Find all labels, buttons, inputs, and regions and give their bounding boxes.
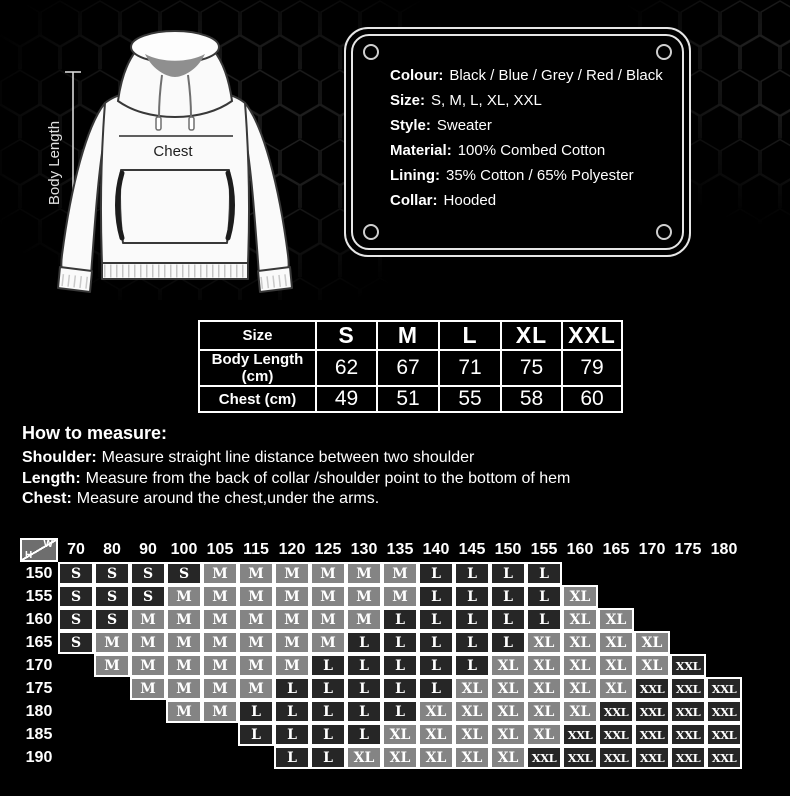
size-table-header-cell: Size xyxy=(199,321,316,350)
matrix-cell: XL xyxy=(598,608,634,631)
matrix-cell: M xyxy=(94,631,130,654)
matrix-empty-cell xyxy=(634,585,670,608)
spec-field-value: S, M, L, XL, XXL xyxy=(431,92,542,109)
spec-field-value: Sweater xyxy=(436,117,492,134)
matrix-cell: M xyxy=(130,654,166,677)
hood-opening xyxy=(131,31,219,63)
size-table-row-label: Body Length (cm) xyxy=(199,350,316,386)
matrix-row-header: 155 xyxy=(25,587,53,605)
spec-field-label: Material: xyxy=(390,142,452,159)
matrix-cell: L xyxy=(454,608,490,631)
spec-field-value: 100% Combed Cotton xyxy=(457,142,606,159)
matrix-cell: M xyxy=(130,677,166,700)
size-table-value: 55 xyxy=(439,386,501,412)
matrix-cell: XL xyxy=(562,631,598,654)
matrix-empty-cell xyxy=(634,562,670,585)
matrix-cell: S xyxy=(58,585,94,608)
matrix-cell: M xyxy=(274,562,310,585)
size-table-value: 58 xyxy=(501,386,562,412)
matrix-cell: XL xyxy=(598,654,634,677)
screw-icon xyxy=(656,224,672,240)
size-table-header-cell: XXL xyxy=(562,321,622,350)
matrix-empty-cell xyxy=(166,723,202,746)
matrix-cell: XL xyxy=(454,723,490,746)
hoodie-left-sleeve xyxy=(61,103,105,275)
matrix-column-header: 100 xyxy=(170,541,198,558)
matrix-cell: L xyxy=(454,631,490,654)
how-to-measure-section xyxy=(22,423,570,510)
matrix-empty-cell xyxy=(58,677,94,700)
matrix-cell: L xyxy=(238,723,274,746)
matrix-column-header: 115 xyxy=(243,541,269,558)
matrix-cell: XL xyxy=(382,746,418,769)
matrix-cell: XL xyxy=(562,700,598,723)
matrix-empty-cell xyxy=(58,746,94,769)
matrix-column-header: 130 xyxy=(350,541,378,558)
matrix-cell: S xyxy=(58,562,94,585)
spec-field-material xyxy=(390,138,675,163)
matrix-cell: XL xyxy=(454,700,490,723)
matrix-empty-cell xyxy=(238,746,274,769)
matrix-column-header: 105 xyxy=(206,541,234,558)
matrix-cell: M xyxy=(202,654,238,677)
matrix-row-header: 165 xyxy=(25,633,53,651)
matrix-cell: L xyxy=(310,677,346,700)
screw-icon xyxy=(363,44,379,60)
hoodie-illustration xyxy=(15,5,335,295)
matrix-cell: S xyxy=(94,562,130,585)
hoodie-pocket xyxy=(120,170,230,243)
matrix-cell: S xyxy=(166,562,202,585)
matrix-empty-cell xyxy=(58,700,94,723)
product-spec-panel xyxy=(344,27,691,257)
chest-label: Chest xyxy=(153,143,193,160)
matrix-cell: L xyxy=(454,562,490,585)
matrix-cell: M xyxy=(130,631,166,654)
matrix-column-header: 170 xyxy=(638,541,666,558)
spec-field-value: Hooded xyxy=(443,192,497,209)
matrix-empty-cell xyxy=(598,585,634,608)
matrix-row-header: 175 xyxy=(25,679,53,697)
matrix-cell: XL xyxy=(490,677,526,700)
hoodie-right-cuff xyxy=(258,267,292,292)
matrix-cell: XL xyxy=(526,654,562,677)
matrix-empty-cell xyxy=(130,723,166,746)
matrix-cell: S xyxy=(58,608,94,631)
matrix-cell: M xyxy=(202,677,238,700)
matrix-cell: L xyxy=(526,608,562,631)
matrix-cell: M xyxy=(346,562,382,585)
matrix-cell: M xyxy=(238,562,274,585)
matrix-cell: XL xyxy=(346,746,382,769)
matrix-cell: M xyxy=(202,631,238,654)
matrix-cell: L xyxy=(274,723,310,746)
matrix-cell: L xyxy=(346,723,382,746)
matrix-cell: XL xyxy=(526,723,562,746)
matrix-cell: XXL xyxy=(562,723,598,746)
matrix-column-header: 125 xyxy=(314,541,342,558)
matrix-cell: M xyxy=(238,585,274,608)
matrix-cell: L xyxy=(526,562,562,585)
size-table-row-chest xyxy=(199,386,622,412)
matrix-cell: XXL xyxy=(670,654,706,677)
matrix-empty-cell xyxy=(130,746,166,769)
matrix-empty-cell xyxy=(706,654,742,677)
matrix-cell: L xyxy=(310,746,346,769)
size-table-header-cell: XL xyxy=(501,321,562,350)
matrix-cell: XXL xyxy=(634,700,670,723)
matrix-cell: L xyxy=(454,654,490,677)
matrix-cell: M xyxy=(94,654,130,677)
matrix-cell: M xyxy=(238,654,274,677)
measure-instruction-shoulder xyxy=(22,448,570,469)
size-table xyxy=(198,320,623,413)
matrix-cell: M xyxy=(310,585,346,608)
matrix-row-header: 190 xyxy=(25,748,53,766)
matrix-cell: XL xyxy=(526,677,562,700)
size-table-value: 49 xyxy=(316,386,377,412)
size-table-value: 51 xyxy=(377,386,439,412)
matrix-empty-cell xyxy=(94,723,130,746)
matrix-column-header: 145 xyxy=(458,541,486,558)
matrix-cell: L xyxy=(346,631,382,654)
matrix-cell: L xyxy=(418,631,454,654)
matrix-cell: L xyxy=(382,654,418,677)
matrix-cell: L xyxy=(490,585,526,608)
matrix-cell: L xyxy=(346,654,382,677)
spec-field-lining xyxy=(390,163,675,188)
matrix-column-header: 90 xyxy=(139,541,157,558)
matrix-column-header: 70 xyxy=(67,541,85,558)
how-to-measure-title: How to measure: xyxy=(22,423,168,443)
matrix-cell: M xyxy=(166,631,202,654)
matrix-cell: L xyxy=(238,700,274,723)
matrix-cell: XXL xyxy=(706,677,742,700)
matrix-row-header: 170 xyxy=(25,656,53,674)
matrix-cell: XL xyxy=(418,700,454,723)
matrix-column-header: 175 xyxy=(674,541,702,558)
matrix-cell: XL xyxy=(598,677,634,700)
matrix-cell: L xyxy=(490,562,526,585)
matrix-cell: XL xyxy=(490,700,526,723)
matrix-cell: M xyxy=(166,608,202,631)
matrix-cell: L xyxy=(418,654,454,677)
matrix-cell: XXL xyxy=(562,746,598,769)
matrix-cell: S xyxy=(94,585,130,608)
hoodie-right-sleeve xyxy=(245,103,289,275)
matrix-cell: M xyxy=(274,631,310,654)
matrix-cell: L xyxy=(526,585,562,608)
matrix-cell: XL xyxy=(562,585,598,608)
matrix-cell: XL xyxy=(562,677,598,700)
matrix-row-header: 185 xyxy=(25,725,53,743)
matrix-cell: XL xyxy=(490,746,526,769)
matrix-row-header: 150 xyxy=(25,564,53,582)
matrix-cell: XL xyxy=(526,631,562,654)
size-table-value: 75 xyxy=(501,350,562,386)
matrix-cell: XXL xyxy=(670,723,706,746)
instruction-label: Shoulder: xyxy=(22,449,97,466)
matrix-cell: XXL xyxy=(670,700,706,723)
matrix-cell: S xyxy=(94,608,130,631)
spec-field-label: Collar: xyxy=(390,192,438,209)
matrix-cell: XL xyxy=(454,746,490,769)
matrix-cell: L xyxy=(490,631,526,654)
matrix-row-header: 160 xyxy=(25,610,53,628)
matrix-cell: M xyxy=(202,585,238,608)
matrix-empty-cell xyxy=(670,608,706,631)
matrix-cell: M xyxy=(310,562,346,585)
matrix-cell: XL xyxy=(418,723,454,746)
matrix-cell: XXL xyxy=(526,746,562,769)
matrix-cell: XXL xyxy=(598,700,634,723)
matrix-cell: M xyxy=(202,562,238,585)
matrix-empty-cell xyxy=(166,746,202,769)
matrix-cell: L xyxy=(382,700,418,723)
matrix-cell: XL xyxy=(418,746,454,769)
matrix-cell: XL xyxy=(490,654,526,677)
instruction-text: Measure from the back of collar /shoulder point to the bottom of hem xyxy=(85,469,571,487)
hoodie-hem-band xyxy=(102,263,248,279)
matrix-cell: XXL xyxy=(598,746,634,769)
instruction-label: Length: xyxy=(22,469,81,487)
spec-field-label: Lining: xyxy=(390,167,440,184)
matrix-column-header: 80 xyxy=(103,541,121,558)
matrix-cell: M xyxy=(310,631,346,654)
size-table-value: 67 xyxy=(377,350,439,386)
matrix-cell: XL xyxy=(562,654,598,677)
spec-field-value: 35% Cotton / 65% Polyester xyxy=(445,167,634,184)
matrix-empty-cell xyxy=(130,700,166,723)
matrix-cell: XXL xyxy=(634,746,670,769)
spec-field-colour xyxy=(390,63,675,88)
matrix-cell: M xyxy=(166,585,202,608)
matrix-empty-cell xyxy=(706,562,742,585)
matrix-row-header: 180 xyxy=(25,702,53,720)
matrix-cell: XL xyxy=(634,654,670,677)
matrix-empty-cell xyxy=(94,677,130,700)
spec-field-label: Colour: xyxy=(390,67,444,84)
matrix-cell: XXL xyxy=(670,746,706,769)
matrix-cell: XXL xyxy=(670,677,706,700)
matrix-empty-cell xyxy=(670,585,706,608)
matrix-empty-cell xyxy=(598,562,634,585)
instruction-text: Measure straight line distance between two shoulder xyxy=(101,449,475,466)
size-table-row-label: Chest (cm) xyxy=(199,386,316,412)
matrix-cell: L xyxy=(346,700,382,723)
matrix-corner-cell: W H xyxy=(20,538,58,562)
matrix-cell: M xyxy=(166,700,202,723)
matrix-cell: L xyxy=(418,562,454,585)
size-table-header-cell: L xyxy=(439,321,501,350)
instruction-label: Chest: xyxy=(22,490,72,507)
matrix-column-header: 120 xyxy=(278,541,306,558)
matrix-empty-cell xyxy=(94,746,130,769)
spec-field-size xyxy=(390,88,675,113)
matrix-cell: L xyxy=(490,608,526,631)
matrix-empty-cell xyxy=(202,746,238,769)
size-table-header-cell: M xyxy=(377,321,439,350)
matrix-cell: L xyxy=(418,608,454,631)
screw-icon xyxy=(363,224,379,240)
matrix-empty-cell xyxy=(562,562,598,585)
size-table-value: 71 xyxy=(439,350,501,386)
matrix-column-header: 135 xyxy=(386,541,414,558)
matrix-cell: XXL xyxy=(634,723,670,746)
matrix-cell: M xyxy=(274,608,310,631)
body-length-label: Body Length xyxy=(46,120,63,206)
matrix-cell: XXL xyxy=(598,723,634,746)
matrix-cell: L xyxy=(310,700,346,723)
matrix-cell: L xyxy=(418,677,454,700)
matrix-empty-cell xyxy=(670,631,706,654)
matrix-column-header: 150 xyxy=(494,541,522,558)
spec-field-value: Black / Blue / Grey / Red / Black xyxy=(449,67,663,84)
matrix-cell: XXL xyxy=(706,746,742,769)
matrix-cell: M xyxy=(238,631,274,654)
size-table-value: 60 xyxy=(562,386,622,412)
matrix-empty-cell xyxy=(58,723,94,746)
matrix-cell: XL xyxy=(490,723,526,746)
matrix-cell: XL xyxy=(598,631,634,654)
matrix-empty-cell xyxy=(58,654,94,677)
matrix-column-header: 140 xyxy=(422,541,450,558)
matrix-cell: M xyxy=(346,608,382,631)
matrix-cell: S xyxy=(130,585,166,608)
size-table-header-cell: S xyxy=(316,321,377,350)
matrix-cell: L xyxy=(382,608,418,631)
screw-icon xyxy=(656,44,672,60)
spec-field-label: Style: xyxy=(390,117,431,134)
matrix-cell: M xyxy=(238,677,274,700)
spec-field-collar xyxy=(390,188,675,213)
matrix-cell: XXL xyxy=(634,677,670,700)
matrix-cell: M xyxy=(346,585,382,608)
spec-field-label: Size: xyxy=(390,92,426,109)
matrix-empty-cell xyxy=(202,723,238,746)
matrix-column-header: 155 xyxy=(530,541,558,558)
matrix-cell: M xyxy=(202,700,238,723)
measure-instruction-chest xyxy=(22,489,570,510)
matrix-cell: L xyxy=(454,585,490,608)
matrix-empty-cell xyxy=(94,700,130,723)
matrix-cell: XL xyxy=(634,631,670,654)
matrix-cell: M xyxy=(166,677,202,700)
matrix-cell: M xyxy=(382,585,418,608)
matrix-empty-cell xyxy=(706,631,742,654)
spec-field-style xyxy=(390,113,675,138)
matrix-cell: M xyxy=(274,585,310,608)
spec-field-list xyxy=(390,63,675,213)
matrix-column-header: 160 xyxy=(566,541,594,558)
matrix-cell: L xyxy=(274,677,310,700)
matrix-cell: XL xyxy=(382,723,418,746)
matrix-empty-cell xyxy=(706,585,742,608)
matrix-cell: L xyxy=(418,585,454,608)
matrix-cell: L xyxy=(382,631,418,654)
matrix-cell: L xyxy=(346,677,382,700)
matrix-cell: XXL xyxy=(706,723,742,746)
size-table-row-body-length xyxy=(199,350,622,386)
matrix-cell: M xyxy=(202,608,238,631)
matrix-cell: L xyxy=(274,700,310,723)
matrix-column-header: 165 xyxy=(602,541,630,558)
instruction-text: Measure around the chest,under the arms. xyxy=(76,490,380,507)
matrix-cell: M xyxy=(310,608,346,631)
matrix-empty-cell xyxy=(706,608,742,631)
matrix-cell: M xyxy=(274,654,310,677)
matrix-cell: M xyxy=(238,608,274,631)
matrix-cell: L xyxy=(310,654,346,677)
matrix-cell: M xyxy=(130,608,166,631)
size-table-header-row xyxy=(199,321,622,350)
matrix-cell: S xyxy=(130,562,166,585)
matrix-cell: XL xyxy=(454,677,490,700)
matrix-cell: M xyxy=(166,654,202,677)
size-table-value: 62 xyxy=(316,350,377,386)
matrix-empty-cell xyxy=(670,562,706,585)
matrix-cell: S xyxy=(58,631,94,654)
matrix-cell: M xyxy=(382,562,418,585)
matrix-column-header: 180 xyxy=(710,541,738,558)
matrix-empty-cell xyxy=(634,608,670,631)
matrix-cell: XXL xyxy=(706,700,742,723)
size-table-value: 79 xyxy=(562,350,622,386)
matrix-cell: L xyxy=(274,746,310,769)
matrix-cell: XL xyxy=(526,700,562,723)
measure-instruction-length xyxy=(22,469,570,490)
matrix-cell: L xyxy=(310,723,346,746)
size-matrix xyxy=(20,538,742,769)
matrix-cell: L xyxy=(382,677,418,700)
matrix-cell: XL xyxy=(562,608,598,631)
